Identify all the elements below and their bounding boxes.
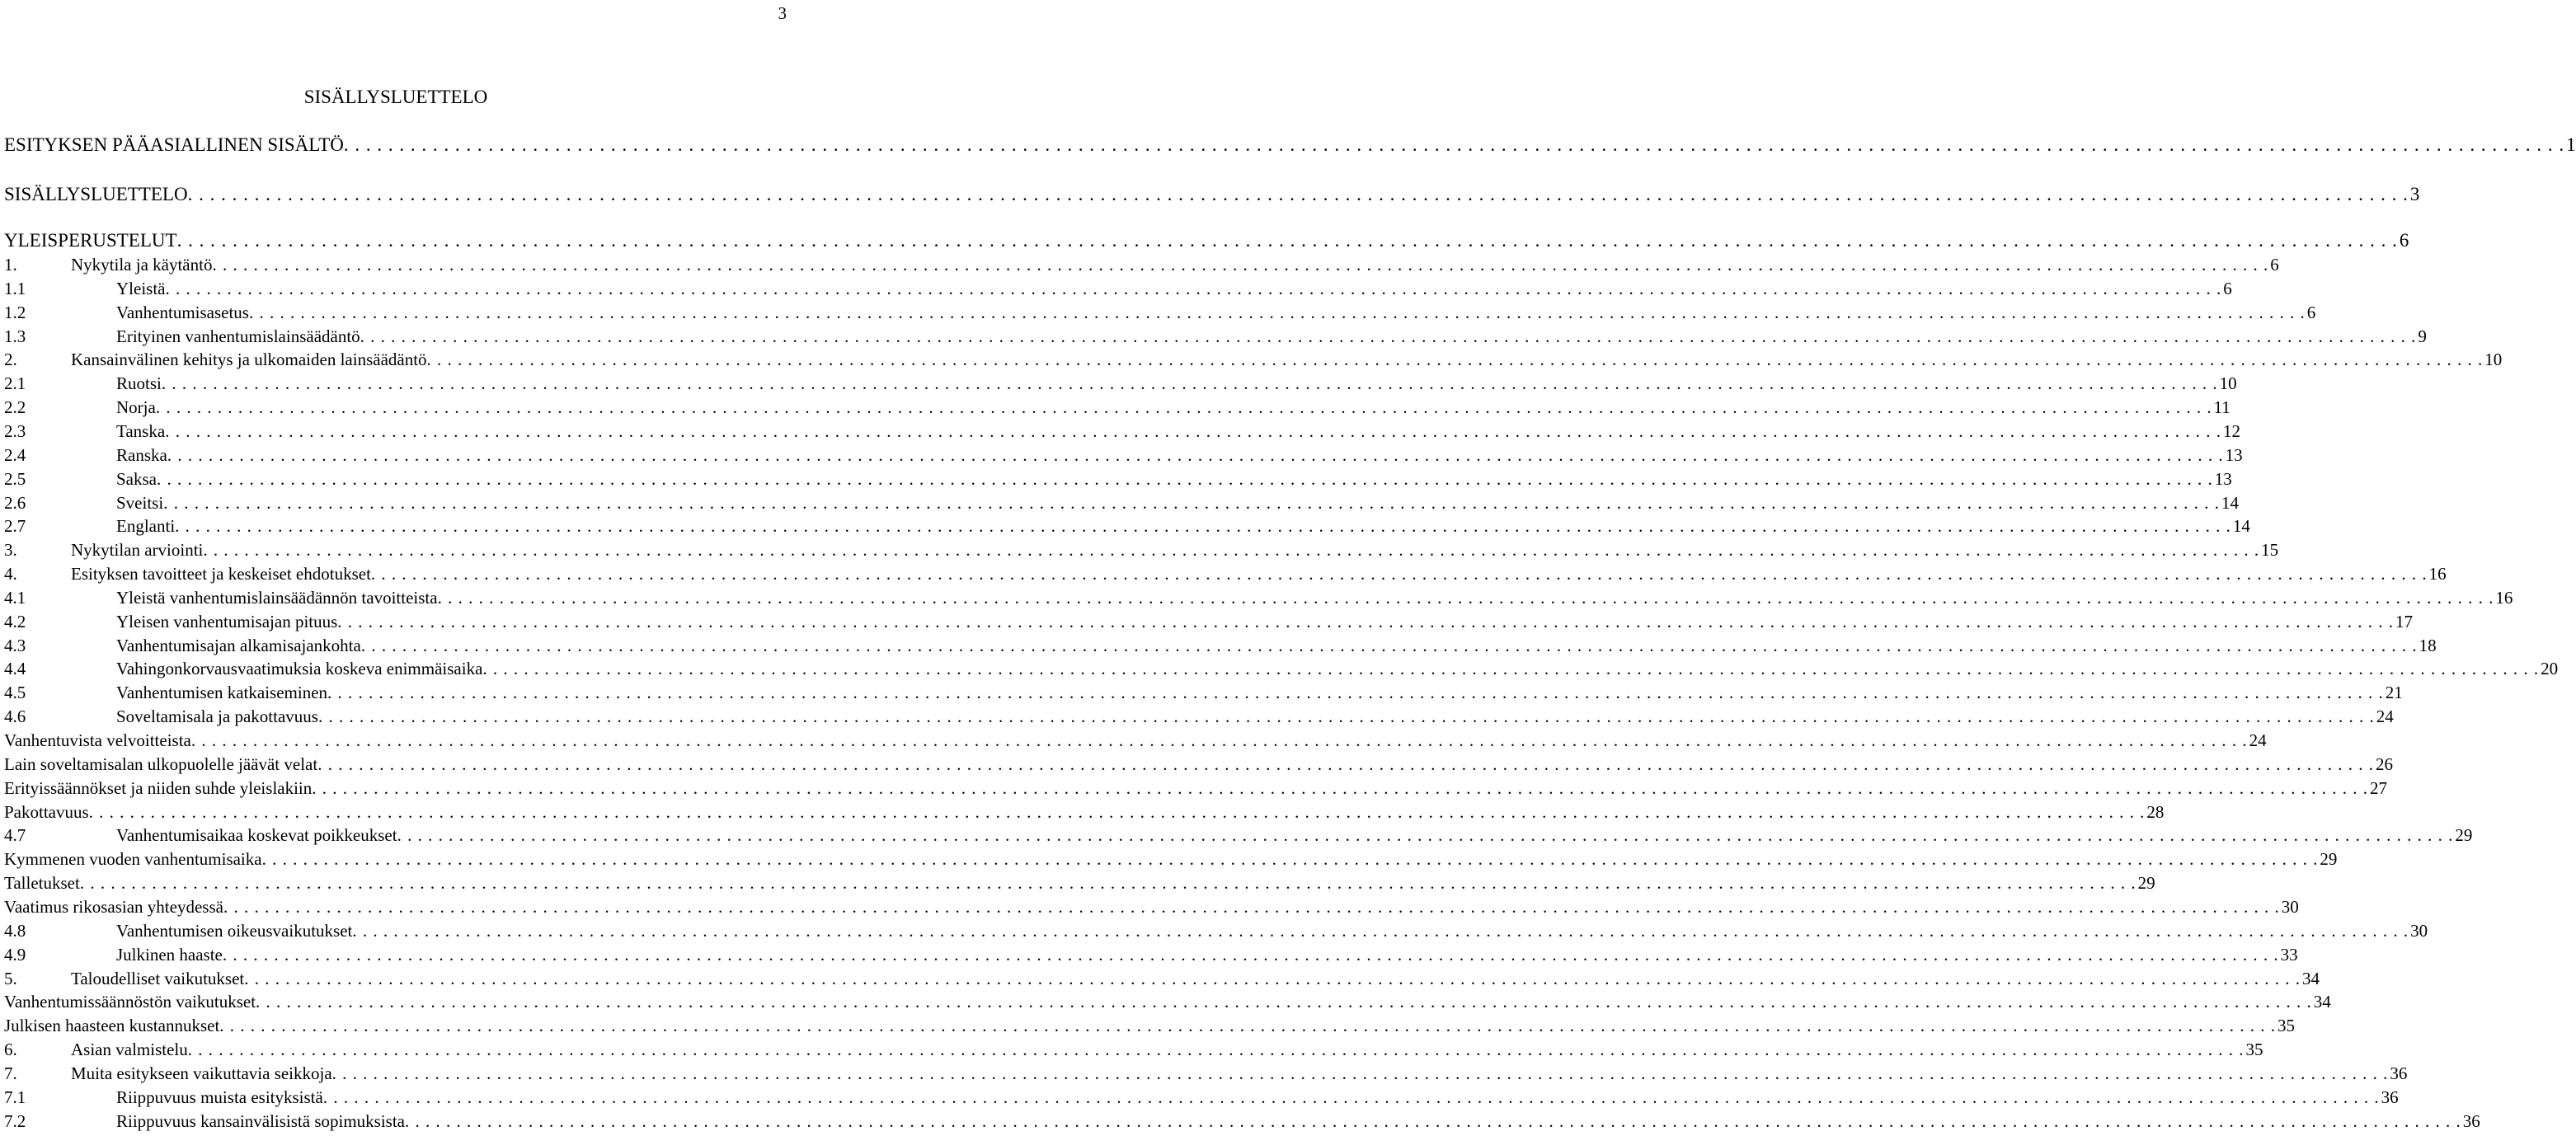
- toc-entry-number: 4.4: [4, 659, 26, 679]
- toc-entry-title: Muita esitykseen vaikuttavia seikkoja: [71, 1063, 332, 1083]
- toc-entry-title: Vanhentuvista velvoitteista: [4, 730, 191, 750]
- toc-entry-title: Pakottavuus: [4, 801, 89, 822]
- toc-entry-title: Taloudelliset vaikutukset: [71, 968, 245, 988]
- toc-entry-page: 13: [2225, 444, 2243, 465]
- toc-entry[interactable]: [4, 275, 2232, 298]
- toc-entry-page: 30: [2281, 896, 2299, 917]
- dot-leader: . . . . . . . . . . . . . . . . . . . . . . . . . . . . . . . . . . . . . . . . . . . . . . . . . . . . . . . . . . . . . . . . . . . . . . . . . . . . . . . . . . . . . . . . . . . . . . . . . . . . . . . . . . . . . . . . . . . . . . . . . . . . . . . . . . . . . . . . . . . . . . . . . . . . . . . . . . . . . . . . . . . . . . . . . . . . . . . . . . . . . . . . . . . . . . . . . . . . . . . .: [187, 1040, 2245, 1060]
- toc-entry[interactable]: [4, 181, 2420, 204]
- dot-leader: . . . . . . . . . . . . . . . . . . . . . . . . . . . . . . . . . . . . . . . . . . . . . . . . . . . . . . . . . . . . . . . . . . . . . . . . . . . . . . . . . . . . . . . . . . . . . . . . . . . . . . . . . . . . . . . . . . . . . . . . . . . . . . . . . . . . . . . . . . . . . . . . . . . . . . . . . . . . . . . . . . . . . . . . . . . . . . . . . . . . . . . . . . . . . . . . . . . . . . . .: [312, 777, 2369, 798]
- dot-leader: . . . . . . . . . . . . . . . . . . . . . . . . . . . . . . . . . . . . . . . . . . . . . . . . . . . . . . . . . . . . . . . . . . . . . . . . . . . . . . . . . . . . . . . . . . . . . . . . . . . . . . . . . . . . . . . . . . . . . . . . . . . . . . . . . . . . . . . . . . . . . . . . . . . . . . . . . . . . . . . . . . . . . . . . . . . . . . . . . . . . . . . . . . . . . . . . . . . . . . . .: [317, 753, 2374, 774]
- dot-leader: . . . . . . . . . . . . . . . . . . . . . . . . . . . . . . . . . . . . . . . . . . . . . . . . . . . . . . . . . . . . . . . . . . . . . . . . . . . . . . . . . . . . . . . . . . . . . . . . . . . . . . . . . . . . . . . . . . . . . . . . . . . . . . . . . . . . . . . . . . . . . . . . . . . . . . . . . . . . . . . . . . . . . . . . . . . . . . . . . . . . . . . . . . . . . . . . . . . . . . . .: [175, 516, 2231, 537]
- toc-entry-page: 36: [2390, 1063, 2408, 1083]
- toc-entry-number: 4.9: [4, 944, 26, 965]
- dot-leader: . . . . . . . . . . . . . . . . . . . . . . . . . . . . . . . . . . . . . . . . . . . . . . . . . . . . . . . . . . . . . . . . . . . . . . . . . . . . . . . . . . . . . . . . . . . . . . . . . . . . . . . . . . . . . . . . . . . . . . . . . . . . . . . . . . . . . . . . . . . . . . . . . . . . . . . . . . . . . . . . . . . . . . . . . . . . . . . . . . . . . . . . . . . . . . . . . . . . . . . .: [256, 992, 2312, 1012]
- toc-entry-page: 21: [2385, 683, 2403, 703]
- toc-entry-title: Vanhentumissäännöstön vaikutukset: [4, 992, 256, 1012]
- toc-entry-page: 6: [2270, 255, 2279, 275]
- toc-entry-page: 35: [2278, 1016, 2296, 1036]
- toc-entry-number: 4.3: [4, 635, 26, 655]
- dot-leader: . . . . . . . . . . . . . . . . . . . . . . . . . . . . . . . . . . . . . . . . . . . . . . . . . . . . . . . . . . . . . . . . . . . . . . . . . . . . . . . . . . . . . . . . . . . . . . . . . . . . . . . . . . . . . . . . . . . . . . . . . . . . . . . . . . . . . . . . . . . . . . . . . . . . . . . . . . . . . . . . . . . . . . . . . . . . . . . . . . . . . . . . . . . . . . . . . . . . . . . .: [360, 326, 2417, 346]
- dot-leader: . . . . . . . . . . . . . . . . . . . . . . . . . . . . . . . . . . . . . . . . . . . . . . . . . . . . . . . . . . . . . . . . . . . . . . . . . . . . . . . . . . . . . . . . . . . . . . . . . . . . . . . . . . . . . . . . . . . . . . . . . . . . . . . . . . . . . . . . . . . . . . . . . . . . . . . . . . . . . . . . . . . . . . . . . . . . . . . . . . . . . . . . . . . . . . . . . . . . . . . .: [244, 968, 2301, 988]
- toc-entry-page: 20: [2541, 659, 2559, 679]
- toc-entry[interactable]: [4, 679, 2403, 703]
- toc-entry-page: 6: [2399, 230, 2409, 251]
- dot-leader: . . . . . . . . . . . . . . . . . . . . . . . . . . . . . . . . . . . . . . . . . . . . . . . . . . . . . . . . . . . . . . . . . . . . . . . . . . . . . . . . . . . . . . . . . . . . . . . . . . . . . . . . . . . . . . . . . . . . . . . . . . . . . . . . . . . . . . . . . . . . . . . . . . . . . . . . . . . . . . . . . . . . . . . . . . . . . . . . . . . . . . . . . . . . . . . . . . . . . . . .: [397, 825, 2454, 846]
- toc-entry-number: 1.3: [4, 326, 26, 346]
- toc-entry-number: 2.6: [4, 492, 26, 513]
- toc-entry-title: Asian valmistelu: [71, 1040, 188, 1060]
- dot-leader: . . . . . . . . . . . . . . . . . . . . . . . . . . . . . . . . . . . . . . . . . . . . . . . . . . . . . . . . . . . . . . . . . . . . . . . . . . . . . . . . . . . . . . . . . . . . . . . . . . . . . . . . . . . . . . . . . . . . . . . . . . . . . . . . . . . . . . . . . . . . . . . . . . . . . . . . . . . . . . . . . . . . . . . . . . . . . . . . . . . . . . . . . . . . . . . . . . . . . . . .: [437, 587, 2494, 608]
- toc-entry-page: 34: [2302, 968, 2320, 988]
- toc-entry[interactable]: [4, 1108, 2480, 1131]
- toc-entry-title: ESITYKSEN PÄÄASIALLINEN SISÄLTÖ: [4, 134, 344, 155]
- toc-entry[interactable]: [4, 965, 2320, 988]
- toc-entry-number: 4.8: [4, 920, 26, 941]
- toc-entry[interactable]: [4, 394, 2230, 418]
- toc-entry-title: Vanhentumisajan alkamisajankohta: [116, 635, 361, 655]
- toc-entry-page: 6: [2223, 278, 2232, 298]
- toc-entry-title: Saksa: [116, 468, 157, 489]
- toc-entry[interactable]: [4, 132, 2576, 155]
- toc-entry-title: Riippuvuus kansainvälisistä sopimuksista: [116, 1110, 405, 1131]
- toc-entry[interactable]: [4, 655, 2559, 679]
- toc-entry-page: 24: [2249, 730, 2267, 750]
- toc-entry-title: Kansainvälinen kehitys ja ulkomaiden lainsäädäntö: [71, 350, 427, 370]
- toc-entry-title: Vanhentumisen oikeusvaikutukset: [116, 920, 353, 941]
- toc-entry-title: Vaatimus rikosasian yhteydessä: [4, 896, 223, 917]
- dot-leader: . . . . . . . . . . . . . . . . . . . . . . . . . . . . . . . . . . . . . . . . . . . . . . . . . . . . . . . . . . . . . . . . . . . . . . . . . . . . . . . . . . . . . . . . . . . . . . . . . . . . . . . . . . . . . . . . . . . . . . . . . . . . . . . . . . . . . . . . . . . . . . . . . . . . . . . . . . . . . . . . . . . . . . . . . . . . . . . . . . . . . . . . . . . . . . . . . . . . . . . .: [337, 611, 2395, 631]
- toc-entry-number: 4.7: [4, 825, 26, 846]
- toc-entry-page: 15: [2261, 540, 2279, 561]
- dot-leader: . . . . . . . . . . . . . . . . . . . . . . . . . . . . . . . . . . . . . . . . . . . . . . . . . . . . . . . . . . . . . . . . . . . . . . . . . . . . . . . . . . . . . . . . . . . . . . . . . . . . . . . . . . . . . . . . . . . . . . . . . . . . . . . . . . . . . . . . . . . . . . . . . . . . . . . . . . . . . . . . . . . . . . . . . . . . . . . . . . . . . . . . . . . . . . . . . . . . . . . .: [317, 706, 2375, 727]
- toc-entry-page: 10: [2219, 373, 2237, 394]
- toc-entry-title: Ranska: [116, 444, 167, 465]
- dot-leader: . . . . . . . . . . . . . . . . . . . . . . . . . . . . . . . . . . . . . . . . . . . . . . . . . . . . . . . . . . . . . . . . . . . . . . . . . . . . . . . . . . . . . . . . . . . . . . . . . . . . . . . . . . . . . . . . . . . . . . . . . . . . . . . . . . . . . . . . . . . . . . . . . . . . . . . . . . . . . . . . . . . . . . . . . . . . . . . . . . . . . . . . . . . . . . . . . . . . . . . .: [426, 350, 2484, 370]
- toc-entry-title: Soveltamisala ja pakottavuus: [116, 706, 318, 727]
- toc-entry-page: 28: [2146, 801, 2165, 822]
- toc-entry[interactable]: [4, 632, 2437, 655]
- toc-entry-number: 2.3: [4, 420, 26, 441]
- toc-entry-number: 7.: [4, 1063, 17, 1083]
- toc-entry-page: 29: [2455, 825, 2473, 846]
- toc-entry-page: 30: [2410, 920, 2428, 941]
- toc-entry-page: 18: [2419, 635, 2437, 655]
- dot-leader: . . . . . . . . . . . . . . . . . . . . . . . . . . . . . . . . . . . . . . . . . . . . . . . . . . . . . . . . . . . . . . . . . . . . . . . . . . . . . . . . . . . . . . . . . . . . . . . . . . . . . . . . . . . . . . . . . . . . . . . . . . . . . . . . . . . . . . . . . . . . . . . . . . . . . . . . . . . . . . . . . . . . . . . . . . . . . . . . . . . . . . . . . . . . . . . . . . . . . . . .: [167, 444, 2224, 465]
- toc-entry-title: Riippuvuus muista esityksistä: [116, 1087, 323, 1107]
- toc-entry[interactable]: [4, 846, 2338, 870]
- toc-entry-title: Yleisen vanhentumisajan pituus: [116, 611, 338, 631]
- toc-entry-page: 10: [2484, 350, 2503, 370]
- toc-entry-title: Erityinen vanhentumislainsäädäntö: [116, 326, 360, 346]
- toc-entry[interactable]: [4, 1012, 2296, 1036]
- toc-entry[interactable]: [4, 727, 2267, 750]
- toc-entry[interactable]: [4, 466, 2232, 489]
- dot-leader: . . . . . . . . . . . . . . . . . . . . . . . . . . . . . . . . . . . . . . . . . . . . . . . . . . . . . . . . . . . . . . . . . . . . . . . . . . . . . . . . . . . . . . . . . . . . . . . . . . . . . . . . . . . . . . . . . . . . . . . . . . . . . . . . . . . . . . . . . . . . . . . . . . . . . . . . . . . . . . . . . . . . . . . . . . . . . . . . . . . . . . . . . . . . . . . . . . . . . . . .: [203, 540, 2260, 561]
- toc-entry[interactable]: [4, 870, 2155, 894]
- toc-entry-number: 4.6: [4, 706, 26, 727]
- dot-leader: . . . . . . . . . . . . . . . . . . . . . . . . . . . . . . . . . . . . . . . . . . . . . . . . . . . . . . . . . . . . . . . . . . . . . . . . . . . . . . . . . . . . . . . . . . . . . . . . . . . . . . . . . . . . . . . . . . . . . . . . . . . . . . . . . . . . . . . . . . . . . . . . . . . . . . . . . . . . . . . . . . . . . . . . . . . . . . . . . . . . . . . . . . . . . . . . . . . . . . . .: [176, 230, 2398, 251]
- toc-entry-page: 16: [2428, 564, 2447, 584]
- toc-entry-page: 14: [2221, 492, 2239, 513]
- toc-entry-page: 13: [2214, 468, 2232, 489]
- toc-entry-number: 2.: [4, 350, 17, 370]
- toc-entry-page: 6: [2306, 302, 2316, 322]
- toc-entry-title: Norja: [116, 397, 156, 418]
- toc-entry-page: 16: [2495, 587, 2513, 608]
- toc-entry[interactable]: [4, 584, 2513, 608]
- dot-leader: . . . . . . . . . . . . . . . . . . . . . . . . . . . . . . . . . . . . . . . . . . . . . . . . . . . . . . . . . . . . . . . . . . . . . . . . . . . . . . . . . . . . . . . . . . . . . . . . . . . . . . . . . . . . . . . . . . . . . . . . . . . . . . . . . . . . . . . . . . . . . . . . . . . . . . . . . . . . . . . . . . . . . . . . . . . . . . . . . . . . . . . . . . . . . . . . . . . . . . . .: [370, 564, 2428, 584]
- toc-entry-number: 6.: [4, 1040, 17, 1060]
- toc-entry-page: 36: [2381, 1087, 2399, 1107]
- dot-leader: . . . . . . . . . . . . . . . . . . . . . . . . . . . . . . . . . . . . . . . . . . . . . . . . . . . . . . . . . . . . . . . . . . . . . . . . . . . . . . . . . . . . . . . . . . . . . . . . . . . . . . . . . . . . . . . . . . . . . . . . . . . . . . . . . . . . . . . . . . . . . . . . . . . . . . . . . . . . . . . . . . . . . . . . . . . . . . . . . . . . . . . . . . . . . . . . . . . . . . . .: [331, 1063, 2389, 1083]
- dot-leader: . . . . . . . . . . . . . . . . . . . . . . . . . . . . . . . . . . . . . . . . . . . . . . . . . . . . . . . . . . . . . . . . . . . . . . . . . . . . . . . . . . . . . . . . . . . . . . . . . . . . . . . . . . . . . . . . . . . . . . . . . . . . . . . . . . . . . . . . . . . . . . . . . . . . . . . . . . . . . . . . . . . . . . . . . . . . . . . . . . . . . . . . . . . . . . . . . . . . . . . .: [187, 184, 2409, 204]
- toc-entry[interactable]: [4, 941, 2298, 965]
- toc-entry-page: 14: [2232, 516, 2250, 537]
- dot-leader: . . . . . . . . . . . . . . . . . . . . . . . . . . . . . . . . . . . . . . . . . . . . . . . . . . . . . . . . . . . . . . . . . . . . . . . . . . . . . . . . . . . . . . . . . . . . . . . . . . . . . . . . . . . . . . . . . . . . . . . . . . . . . . . . . . . . . . . . . . . . . . . . . . . . . . . . . . . . . . . . . . . . . . . . . . . . . . . . . . . . . . . . . . . . . . . . . . . . . . . .: [155, 397, 2212, 418]
- toc-entry-number: 5.: [4, 968, 17, 988]
- dot-leader: . . . . . . . . . . . . . . . . . . . . . . . . . . . . . . . . . . . . . . . . . . . . . . . . . . . . . . . . . . . . . . . . . . . . . . . . . . . . . . . . . . . . . . . . . . . . . . . . . . . . . . . . . . . . . . . . . . . . . . . . . . . . . . . . . . . . . . . . . . . . . . . . . . . . . . . . . . . . . . . . . . . . . . . . . . . . . . . . . . . . . . . . . . . . . . . . . . . . . . . .: [360, 635, 2418, 655]
- dot-leader: . . . . . . . . . . . . . . . . . . . . . . . . . . . . . . . . . . . . . . . . . . . . . . . . . . . . . . . . . . . . . . . . . . . . . . . . . . . . . . . . . . . . . . . . . . . . . . . . . . . . . . . . . . . . . . . . . . . . . . . . . . . . . . . . . . . . . . . . . . . . . . . . . . . . . . . . . . . . . . . . . . . . . . . . . . . . . . . . . . . . . . . . . . . . . . . . . . . . . . . .: [222, 944, 2279, 965]
- dot-leader: . . . . . . . . . . . . . . . . . . . . . . . . . . . . . . . . . . . . . . . . . . . . . . . . . . . . . . . . . . . . . . . . . . . . . . . . . . . . . . . . . . . . . . . . . . . . . . . . . . . . . . . . . . . . . . . . . . . . . . . . . . . . . . . . . . . . . . . . . . . . . . . . . . . . . . . . . . . . . . . . . . . . . . . . . . . . . . . . . . . . . . . . . . . . . . . . . . . . . . . .: [219, 1016, 2277, 1036]
- toc-entry-title: Kymmenen vuoden vanhentumisaika: [4, 849, 262, 870]
- toc-entry[interactable]: [4, 442, 2243, 465]
- toc-entry-page: 3: [2409, 184, 2420, 204]
- toc-entry-title: Sveitsi: [116, 492, 164, 513]
- dot-leader: . . . . . . . . . . . . . . . . . . . . . . . . . . . . . . . . . . . . . . . . . . . . . . . . . . . . . . . . . . . . . . . . . . . . . . . . . . . . . . . . . . . . . . . . . . . . . . . . . . . . . . . . . . . . . . . . . . . . . . . . . . . . . . . . . . . . . . . . . . . . . . . . . . . . . . . . . . . . . . . . . . . . . . . . . . . . . . . . . . . . . . . . . . . . . . . . . . . . . . . .: [157, 468, 2213, 489]
- toc-entry[interactable]: [4, 370, 2237, 394]
- toc-entry[interactable]: [4, 323, 2427, 346]
- dot-leader: . . . . . . . . . . . . . . . . . . . . . . . . . . . . . . . . . . . . . . . . . . . . . . . . . . . . . . . . . . . . . . . . . . . . . . . . . . . . . . . . . . . . . . . . . . . . . . . . . . . . . . . . . . . . . . . . . . . . . . . . . . . . . . . . . . . . . . . . . . . . . . . . . . . . . . . . . . . . . . . . . . . . . . . . . . . . . . . . . . . . . . . . . . . . . . . . . . . . . . . .: [261, 849, 2319, 870]
- dot-leader: . . . . . . . . . . . . . . . . . . . . . . . . . . . . . . . . . . . . . . . . . . . . . . . . . . . . . . . . . . . . . . . . . . . . . . . . . . . . . . . . . . . . . . . . . . . . . . . . . . . . . . . . . . . . . . . . . . . . . . . . . . . . . . . . . . . . . . . . . . . . . . . . . . . . . . . . . . . . . . . . . . . . . . . . . . . . . . . . . . . . . . . . . . . . . . . . . . . . . . . .: [163, 492, 2220, 513]
- toc-entry[interactable]: [4, 775, 2388, 798]
- toc-entry[interactable]: [4, 251, 2279, 275]
- toc-entry-number: 2.7: [4, 516, 26, 537]
- toc-entry[interactable]: [4, 513, 2250, 537]
- dot-leader: . . . . . . . . . . . . . . . . . . . . . . . . . . . . . . . . . . . . . . . . . . . . . . . . . . . . . . . . . . . . . . . . . . . . . . . . . . . . . . . . . . . . . . . . . . . . . . . . . . . . . . . . . . . . . . . . . . . . . . . . . . . . . . . . . . . . . . . . . . . . . . . . . . . . . . . . . . . . . . . . . . . . . . . . . . . . . . . . . . . . . . . . . . . . . . . . . . . . . . . .: [352, 920, 2409, 941]
- dot-leader: . . . . . . . . . . . . . . . . . . . . . . . . . . . . . . . . . . . . . . . . . . . . . . . . . . . . . . . . . . . . . . . . . . . . . . . . . . . . . . . . . . . . . . . . . . . . . . . . . . . . . . . . . . . . . . . . . . . . . . . . . . . . . . . . . . . . . . . . . . . . . . . . . . . . . . . . . . . . . . . . . . . . . . . . . . . . . . . . . . . . . . . . . . . . . . . . . . . . . . . .: [405, 1110, 2461, 1131]
- toc-entry-number: 7.1: [4, 1087, 26, 1107]
- toc-entry-title: Ruotsi: [116, 373, 162, 394]
- toc-entry-page: 35: [2245, 1040, 2263, 1060]
- toc-entry-title: SISÄLLYSLUETTELO: [4, 184, 188, 204]
- toc-entry-number: 4.: [4, 564, 17, 584]
- dot-leader: . . . . . . . . . . . . . . . . . . . . . . . . . . . . . . . . . . . . . . . . . . . . . . . . . . . . . . . . . . . . . . . . . . . . . . . . . . . . . . . . . . . . . . . . . . . . . . . . . . . . . . . . . . . . . . . . . . . . . . . . . . . . . . . . . . . . . . . . . . . . . . . . . . . . . . . . . . . . . . . . . . . . . . . . . . . . . . . . . . . . . . . . . . . . . . . . . . . . . . . .: [161, 373, 2218, 394]
- toc-entry-title: Julkisen haasteen kustannukset: [4, 1016, 220, 1036]
- toc-entry-page: 17: [2395, 611, 2414, 631]
- toc-entry-title: Vahingonkorvausvaatimuksia koskeva enimmäisaika: [116, 659, 483, 679]
- toc-entry-page: 24: [2376, 706, 2394, 727]
- toc-entry[interactable]: [4, 418, 2240, 441]
- dot-leader: . . . . . . . . . . . . . . . . . . . . . . . . . . . . . . . . . . . . . . . . . . . . . . . . . . . . . . . . . . . . . . . . . . . . . . . . . . . . . . . . . . . . . . . . . . . . . . . . . . . . . . . . . . . . . . . . . . . . . . . . . . . . . . . . . . . . . . . . . . . . . . . . . . . . . . . . . . . . . . . . . . . . . . . . . . . . . . . . . . . . . . . . . . . . . . . . . . . . . . . .: [165, 420, 2221, 441]
- toc-entry[interactable]: [4, 894, 2299, 917]
- toc-entry-page: 33: [2280, 944, 2298, 965]
- toc-entry[interactable]: [4, 822, 2473, 846]
- toc-entry[interactable]: [4, 1084, 2399, 1107]
- toc-entry[interactable]: [4, 490, 2239, 513]
- toc-entry-title: Erityissäännökset ja niiden suhde yleislakiin: [4, 777, 313, 798]
- toc-entry-page: 27: [2370, 777, 2388, 798]
- dot-leader: . . . . . . . . . . . . . . . . . . . . . . . . . . . . . . . . . . . . . . . . . . . . . . . . . . . . . . . . . . . . . . . . . . . . . . . . . . . . . . . . . . . . . . . . . . . . . . . . . . . . . . . . . . . . . . . . . . . . . . . . . . . . . . . . . . . . . . . . . . . . . . . . . . . . . . . . . . . . . . . . . . . . . . . . . . . . . . . . . . . . . . . . . . . . . . . . . . . . . . . .: [327, 683, 2384, 703]
- toc-entry-title: Talletukset: [4, 873, 80, 894]
- toc-entry-page: 12: [2222, 420, 2240, 441]
- dot-leader: . . . . . . . . . . . . . . . . . . . . . . . . . . . . . . . . . . . . . . . . . . . . . . . . . . . . . . . . . . . . . . . . . . . . . . . . . . . . . . . . . . . . . . . . . . . . . . . . . . . . . . . . . . . . . . . . . . . . . . . . . . . . . . . . . . . . . . . . . . . . . . . . . . . . . . . . . . . . . . . . . . . . . . . . . . . . . . . . . . . . . . . . . . . . . . . . . . . . . . . .: [343, 134, 2565, 155]
- toc-entry[interactable]: [4, 346, 2503, 370]
- dot-leader: . . . . . . . . . . . . . . . . . . . . . . . . . . . . . . . . . . . . . . . . . . . . . . . . . . . . . . . . . . . . . . . . . . . . . . . . . . . . . . . . . . . . . . . . . . . . . . . . . . . . . . . . . . . . . . . . . . . . . . . . . . . . . . . . . . . . . . . . . . . . . . . . . . . . . . . . . . . . . . . . . . . . . . . . . . . . . . . . . . . . . . . . . . . . . . . . . . . . . . . .: [88, 801, 2146, 822]
- toc-entry-page: 29: [2320, 849, 2338, 870]
- toc-entry[interactable]: [4, 299, 2316, 322]
- dot-leader: . . . . . . . . . . . . . . . . . . . . . . . . . . . . . . . . . . . . . . . . . . . . . . . . . . . . . . . . . . . . . . . . . . . . . . . . . . . . . . . . . . . . . . . . . . . . . . . . . . . . . . . . . . . . . . . . . . . . . . . . . . . . . . . . . . . . . . . . . . . . . . . . . . . . . . . . . . . . . . . . . . . . . . . . . . . . . . . . . . . . . . . . . . . . . . . . . . . . . . . .: [482, 659, 2540, 679]
- toc-entry[interactable]: [4, 751, 2393, 774]
- toc-entry-number: 3.: [4, 540, 17, 561]
- dot-leader: . . . . . . . . . . . . . . . . . . . . . . . . . . . . . . . . . . . . . . . . . . . . . . . . . . . . . . . . . . . . . . . . . . . . . . . . . . . . . . . . . . . . . . . . . . . . . . . . . . . . . . . . . . . . . . . . . . . . . . . . . . . . . . . . . . . . . . . . . . . . . . . . . . . . . . . . . . . . . . . . . . . . . . . . . . . . . . . . . . . . . . . . . . . . . . . . . . . . . . . .: [212, 255, 2269, 275]
- dot-leader: . . . . . . . . . . . . . . . . . . . . . . . . . . . . . . . . . . . . . . . . . . . . . . . . . . . . . . . . . . . . . . . . . . . . . . . . . . . . . . . . . . . . . . . . . . . . . . . . . . . . . . . . . . . . . . . . . . . . . . . . . . . . . . . . . . . . . . . . . . . . . . . . . . . . . . . . . . . . . . . . . . . . . . . . . . . . . . . . . . . . . . . . . . . . . . . . . . . . . . . .: [248, 302, 2306, 322]
- toc-entry-number: 2.1: [4, 373, 26, 394]
- dot-leader: . . . . . . . . . . . . . . . . . . . . . . . . . . . . . . . . . . . . . . . . . . . . . . . . . . . . . . . . . . . . . . . . . . . . . . . . . . . . . . . . . . . . . . . . . . . . . . . . . . . . . . . . . . . . . . . . . . . . . . . . . . . . . . . . . . . . . . . . . . . . . . . . . . . . . . . . . . . . . . . . . . . . . . . . . . . . . . . . . . . . . . . . . . . . . . . . . . . . . . . .: [322, 1087, 2380, 1107]
- toc-entry[interactable]: [4, 228, 2409, 251]
- toc-entry-number: 1.1: [4, 278, 26, 298]
- toc-entry-title: Esityksen tavoitteet ja keskeiset ehdotukset: [71, 564, 371, 584]
- toc-entry[interactable]: [4, 537, 2279, 561]
- toc-entry-number: 2.2: [4, 397, 26, 418]
- toc-entry-title: Yleistä vanhentumislainsäädännön tavoitteista: [116, 587, 438, 608]
- toc-entry-page: 26: [2375, 753, 2393, 774]
- toc-entry-title: Yleistä: [116, 278, 166, 298]
- toc-entry-title: Nykytilan arviointi: [71, 540, 204, 561]
- toc-entry-title: Vanhentumisasetus: [116, 302, 249, 322]
- toc-entry-number: 2.4: [4, 444, 26, 465]
- toc-entry-title: YLEISPERUSTELUT: [4, 230, 177, 251]
- toc-entry[interactable]: [4, 703, 2394, 727]
- toc-entry[interactable]: [4, 1060, 2408, 1083]
- toc-entry-title: Vanhentumisaikaa koskevat poikkeukset: [116, 825, 397, 846]
- dot-leader: . . . . . . . . . . . . . . . . . . . . . . . . . . . . . . . . . . . . . . . . . . . . . . . . . . . . . . . . . . . . . . . . . . . . . . . . . . . . . . . . . . . . . . . . . . . . . . . . . . . . . . . . . . . . . . . . . . . . . . . . . . . . . . . . . . . . . . . . . . . . . . . . . . . . . . . . . . . . . . . . . . . . . . . . . . . . . . . . . . . . . . . . . . . . . . . . . . . . . . . .: [223, 896, 2280, 917]
- dot-leader: . . . . . . . . . . . . . . . . . . . . . . . . . . . . . . . . . . . . . . . . . . . . . . . . . . . . . . . . . . . . . . . . . . . . . . . . . . . . . . . . . . . . . . . . . . . . . . . . . . . . . . . . . . . . . . . . . . . . . . . . . . . . . . . . . . . . . . . . . . . . . . . . . . . . . . . . . . . . . . . . . . . . . . . . . . . . . . . . . . . . . . . . . . . . . . . . . . . . . . . .: [165, 278, 2222, 298]
- toc-entry-page: 34: [2313, 992, 2331, 1012]
- toc-title: SISÄLLYSLUETTELO: [303, 87, 488, 107]
- toc-entry[interactable]: [4, 988, 2331, 1012]
- toc-entry-page: 11: [2213, 397, 2230, 418]
- toc-entry[interactable]: [4, 608, 2414, 631]
- toc-entry-number: 4.5: [4, 683, 26, 703]
- page-number: 3: [778, 3, 787, 23]
- toc-entry-number: 2.5: [4, 468, 26, 489]
- toc-entry-title: Lain soveltamisalan ulkopuolelle jäävät velat: [4, 753, 318, 774]
- toc-entry[interactable]: [4, 918, 2428, 941]
- toc-entry-number: 7.2: [4, 1110, 26, 1131]
- toc-entry-title: Vanhentumisen katkaiseminen: [116, 683, 328, 703]
- toc-entry-number: 1.2: [4, 302, 26, 322]
- toc-entry-title: Julkinen haaste: [116, 944, 223, 965]
- toc-entry[interactable]: [4, 799, 2165, 822]
- toc-entry[interactable]: [4, 561, 2447, 584]
- toc-entry-title: Nykytila ja käytäntö: [71, 255, 213, 275]
- toc-entry-page: 9: [2418, 326, 2427, 346]
- dot-leader: . . . . . . . . . . . . . . . . . . . . . . . . . . . . . . . . . . . . . . . . . . . . . . . . . . . . . . . . . . . . . . . . . . . . . . . . . . . . . . . . . . . . . . . . . . . . . . . . . . . . . . . . . . . . . . . . . . . . . . . . . . . . . . . . . . . . . . . . . . . . . . . . . . . . . . . . . . . . . . . . . . . . . . . . . . . . . . . . . . . . . . . . . . . . . . . . . . . . . . . .: [190, 730, 2248, 750]
- toc-entry-page: 1: [2566, 134, 2576, 155]
- dot-leader: . . . . . . . . . . . . . . . . . . . . . . . . . . . . . . . . . . . . . . . . . . . . . . . . . . . . . . . . . . . . . . . . . . . . . . . . . . . . . . . . . . . . . . . . . . . . . . . . . . . . . . . . . . . . . . . . . . . . . . . . . . . . . . . . . . . . . . . . . . . . . . . . . . . . . . . . . . . . . . . . . . . . . . . . . . . . . . . . . . . . . . . . . . . . . . . . . . . . . . . .: [79, 873, 2136, 894]
- toc-entry-number: 1.: [4, 255, 17, 275]
- toc-entry-title: Englanti: [116, 516, 176, 537]
- toc-entry-title: Tanska: [116, 420, 166, 441]
- toc-entry-page: 29: [2137, 873, 2155, 894]
- toc-entry[interactable]: [4, 1036, 2263, 1060]
- toc-entry-number: 4.1: [4, 587, 26, 608]
- toc-entry-number: 4.2: [4, 611, 26, 631]
- toc-entry-page: 36: [2462, 1110, 2480, 1131]
